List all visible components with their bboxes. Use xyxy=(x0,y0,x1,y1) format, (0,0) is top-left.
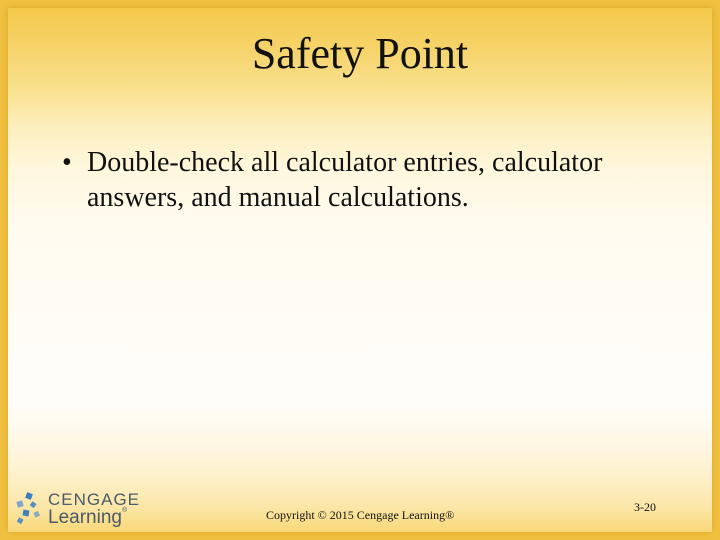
logo-registered-mark: ® xyxy=(121,507,128,514)
logo-wordmark-bottom xyxy=(48,507,127,529)
cengage-logo xyxy=(14,488,154,530)
bullet-list xyxy=(62,145,692,215)
logo-wordmark-learning: Learning xyxy=(48,507,122,528)
slide-title: Safety Point xyxy=(251,29,469,78)
slide-background xyxy=(8,8,712,532)
logo-wordmark-top: CENGAGE xyxy=(48,490,141,509)
bullet-item xyxy=(62,145,692,215)
slide-number: 3-20 xyxy=(634,500,656,514)
copyright-notice: Copyright © 2015 Cengage Learning® xyxy=(266,508,455,522)
cengage-logo-icon xyxy=(14,492,44,526)
bullet-marker: • xyxy=(62,147,72,178)
bullet-text: Double-check all calculator entries, calculator answers, and manual calculations. xyxy=(87,147,603,213)
